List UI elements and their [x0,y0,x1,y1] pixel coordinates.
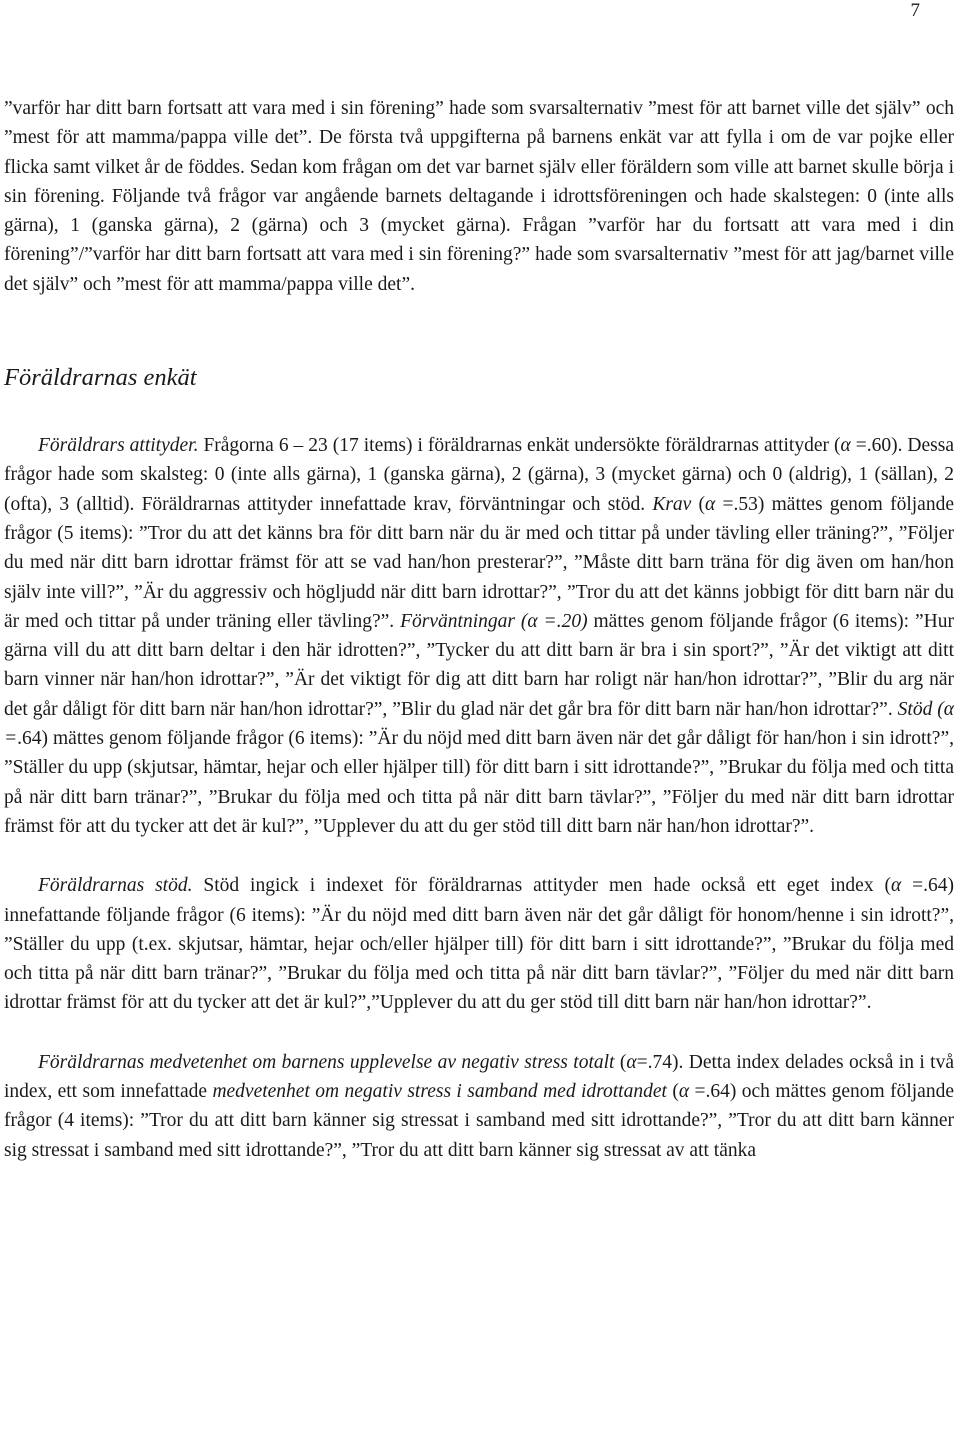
text-run: ( [666,1081,679,1103]
section-heading: Föräldrarnas enkät [4,364,197,392]
paragraph-foraldrarnas-medvetenhet [4,1048,954,1165]
text-run: ( [614,1051,627,1073]
alpha-symbol: α [678,1081,690,1103]
term-medvetenhet-negativ-stress: medvetenhet om negativ stress i samband med idrottandet [212,1081,667,1103]
term-krav: Krav [652,493,692,515]
text-run: mättes genom följande frågor (6 items): ”Hur gärna vill du att ditt barn deltar i den här idrotten?”, ”Tycker du att ditt barn är bra i sin sport?”, ”Är det viktigt att ditt barn vinner när han/hon idrottar?”, ”Är det viktigt för dig att ditt barn har roligt när han/hon idrottar?”, ”Blir du arg när det går dåligt för ditt barn när han/hon idrottar?”, ”Blir du glad när det går bra för ditt barn när han/hon idrottar?”. [4,610,954,720]
text-run: Frågorna 6 – 23 (17 items) i föräldrarnas enkät undersökte föräldrarnas attityder ( [198,435,841,457]
subheading-foraldrarnas-medvetenhet: Föräldrarnas medvetenhet om barnens upplevelse av negativ stress totalt [38,1051,615,1073]
subheading-foraldrarnas-stod: Föräldrarnas stöd. [38,875,193,897]
alpha-symbol: α [626,1051,637,1073]
document-body [4,94,954,1165]
text-run: =.64) innefattande följande frågor (6 items): ”Är du nöjd med ditt barn även när det går dåligt för honom/henne i sin idrott?”, ”Ställer du upp (t.ex. skjutsar, hämtar, hejar och/eller hjälper till) för ditt barn i sitt idrottande?”, ”Brukar du följa med och titta på när ditt barn tränar?”, ”Brukar du följa med och titta på när ditt barn tävlar?”, ”Följer du med när ditt barn idrottar främst för att du tycker att det är kul?”,”Upplever du att du ger stöd till ditt barn när han/hon idrottar?”. [4,875,954,1014]
paragraph-barnens-enkat: ”varför har ditt barn fortsatt att vara med i sin förening” hade som svarsalternativ ”mest för att barnet ville det själv” och ”mest för att mamma/pappa ville det”. De första två uppgifterna på barnens enkät var att fylla i om de var pojke eller flicka samt vilket år de föddes. Sedan kom frågan om det var barnet själv eller föräldern som ville att barnet skulle börja i sin förening. Följande två frågor var angående barnets deltagande i idrottsföreningen och hade skalstegen: 0 (inte alls gärna), 1 (ganska gärna), 2 (gärna) och 3 (mycket gärna). Frågan ”varför har du fortsatt att vara med i din förening”/”varför har ditt barn fortsatt att vara med i sin förening?” hade som svarsalternativ ”mest för att jag/barnet ville det själv” och ”mest för att mamma/pappa ville det”. [4,98,954,295]
term-forvantningar: Förväntningar (α =.20) [400,610,588,632]
alpha-symbol: α [840,435,851,457]
page-number: 7 [910,0,920,21]
text-run: =.60). Dessa frågor hade som skalsteg: 0 (inte alls gärna), 1 (ganska gärna), 2 (gärna), 3 (mycket gärna) och 0 (aldrig), 1 (sällan), 2 (ofta), 3 (alltid). Föräldrarnas attityder innefattade krav, förväntningar och stöd. [4,435,954,515]
text-run: Stöd ingick i indexet för föräldrarnas attityder men hade också ett eget index ( [192,875,891,897]
paragraph-foraldrarnas-stod [4,871,954,1017]
subheading-foraldrars-attityder: Föräldrars attityder. [38,435,199,457]
paragraph-foraldrars-attityder [4,431,954,841]
text-run: =.53) mättes genom följande frågor (5 items): ”Tror du att det känns bra för ditt barn när du är med och tittar på under tävling eller träning?”, ”Följer du med när ditt barn idrottar främst för att se vad han/hon presterar?”, ”Måste ditt barn träna för dig även om han/hon själv inte vill?”, ”Är du aggressiv och högljudd när ditt barn idrottar?”, ”Tror du att det känns jobbigt för ditt barn när du är med och tittar på under träning eller tävling?”. [4,493,954,632]
text-run: =.64) och mättes genom följande frågor (4 items): ”Tror du att ditt barn känner sig stressat i samband med sitt idrottande?”, ”Tror du att ditt barn känner sig stressat i samband med sitt idrottande?”, ”Tror du att ditt barn känner sig stressat av att tänka [4,1081,954,1161]
text-run: =.74). Detta index delades också in i två index, ett som innefattade [4,1051,954,1103]
alpha-symbol: α [890,875,902,897]
term-stod: Stöd (α = [4,698,954,750]
text-run: .64) mättes genom följande frågor (6 items): ”Är du nöjd med ditt barn även när det går dåligt för han/hon i sin idrott?”, ”Ställer du upp (skjutsar, hämtar, hejar och eller hjälper till) för ditt barn i sitt idrottande?”, ”Brukar du följa med och titta på när ditt barn tränar?”, ”Brukar du följa med och titta på när ditt barn tävlar?”, ”Följer du med när ditt barn idrottar främst för att du tycker att det är kul?”, ”Upplever du att du ger stöd till ditt barn när han/hon idrottar?”. [4,728,954,837]
text-run: ( [691,493,706,515]
alpha-symbol: α [705,493,716,515]
